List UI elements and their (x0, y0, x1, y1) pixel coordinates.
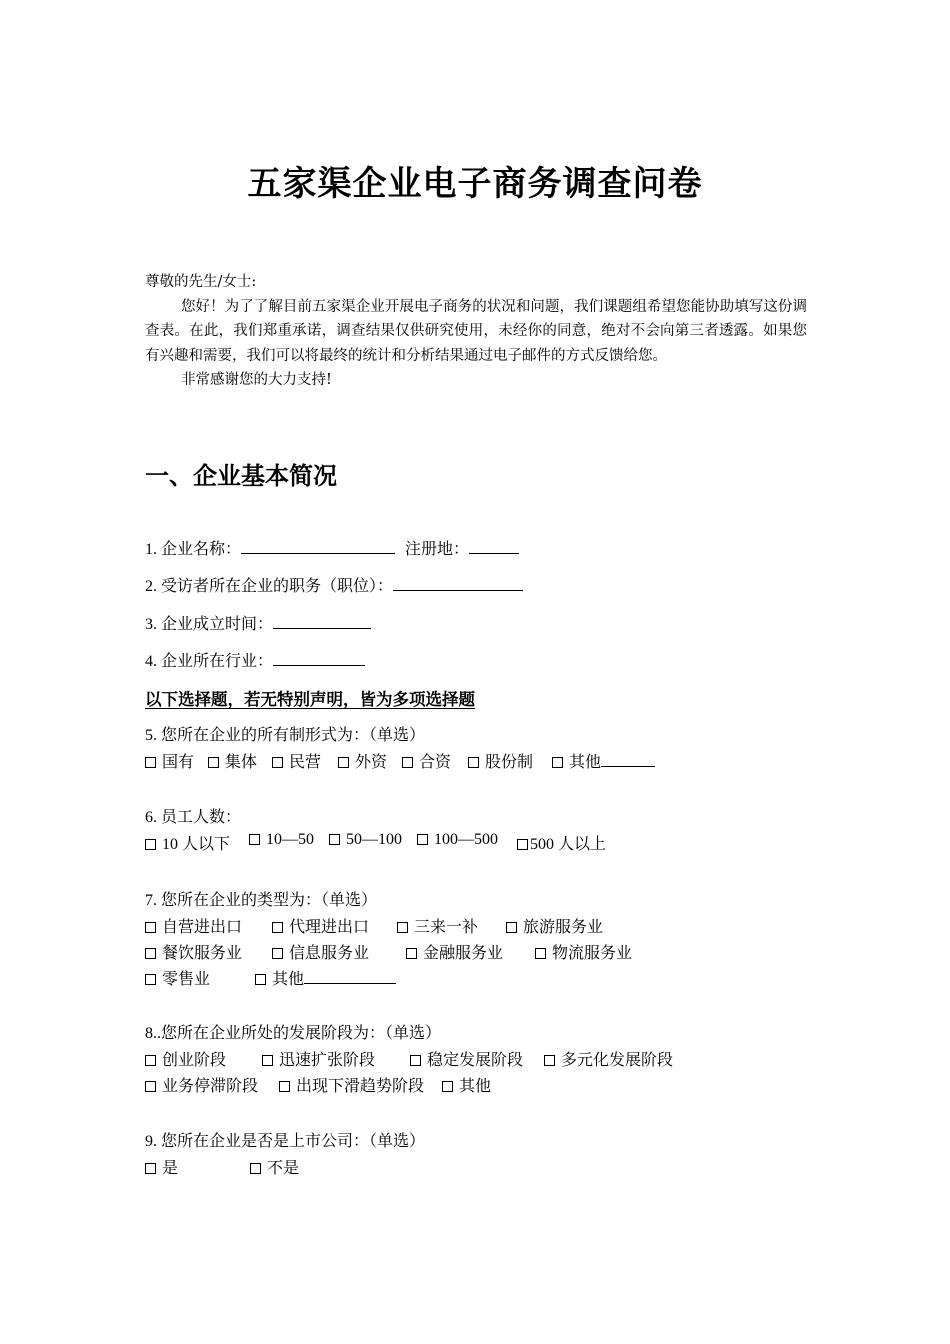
checkbox-icon[interactable] (145, 1055, 156, 1066)
checkbox-icon[interactable] (410, 1055, 421, 1066)
checkbox-icon[interactable] (145, 757, 156, 768)
checkbox-icon[interactable] (279, 1081, 290, 1092)
checkbox-icon[interactable] (329, 834, 340, 845)
checkbox-icon[interactable] (517, 839, 528, 850)
checkbox-icon[interactable] (272, 948, 283, 959)
checkbox-icon[interactable] (145, 839, 156, 850)
checkbox-icon[interactable] (338, 757, 349, 768)
other-type-field[interactable] (304, 969, 396, 984)
q2-label: 2. 受访者所在企业的职务（职位）： (145, 578, 394, 595)
q1-label: 1. 企业名称： (145, 541, 242, 558)
q2-row (145, 573, 523, 596)
q4-row (145, 648, 365, 671)
q8-option[interactable]: 出现下滑趋势阶段 (279, 1073, 424, 1096)
checkbox-icon[interactable] (262, 1055, 273, 1066)
registration-place-field[interactable] (469, 539, 519, 554)
checkbox-icon[interactable] (145, 922, 156, 933)
checkbox-icon[interactable] (208, 757, 219, 768)
q5-option-other[interactable]: 其他 (552, 749, 655, 772)
multiple-choice-note: 以下选择题，若无特别声明，皆为多项选择题 (145, 690, 475, 709)
checkbox-icon[interactable] (417, 834, 428, 845)
q6-option[interactable]: 100—500 (417, 831, 498, 849)
q8-option[interactable]: 其他 (442, 1073, 491, 1096)
q8-label: 8..您所在企业所处的发展阶段为：（单选） (145, 1025, 442, 1042)
q9-label: 9. 您所在企业是否是上市公司：（单选） (145, 1133, 426, 1150)
checkbox-icon[interactable] (272, 922, 283, 933)
checkbox-icon[interactable] (552, 757, 563, 768)
q9-option-no[interactable]: 不是 (250, 1155, 299, 1178)
q6-label: 6. 员工人数： (145, 809, 242, 826)
q8-option[interactable]: 业务停滞阶段 (145, 1073, 258, 1096)
q5-option[interactable]: 合资 (402, 749, 451, 772)
section-heading: 一、企业基本简况 (145, 462, 337, 490)
q7-option[interactable]: 代理进出口 (272, 914, 369, 937)
checkbox-icon[interactable] (272, 757, 283, 768)
checkbox-icon[interactable] (250, 1163, 261, 1174)
q1-row (145, 536, 519, 559)
q8-option[interactable]: 稳定发展阶段 (410, 1047, 523, 1070)
q6-option[interactable]: 10—50 (249, 831, 314, 849)
checkbox-icon[interactable] (544, 1055, 555, 1066)
q5-option[interactable]: 股份制 (468, 749, 533, 772)
founding-time-field[interactable] (273, 614, 371, 629)
company-name-field[interactable] (241, 539, 395, 554)
checkbox-icon[interactable] (535, 948, 546, 959)
q4-label: 4. 企业所在行业： (145, 653, 274, 670)
q1-reg-label: 注册地： (405, 541, 470, 558)
q7-option[interactable]: 自营进出口 (145, 914, 242, 937)
intro-letter (145, 270, 807, 393)
q5-option[interactable]: 集体 (208, 749, 257, 772)
salutation: 尊敬的先生/女士: (145, 274, 257, 290)
intro-body: 您好！为了了解目前五家渠企业开展电子商务的状况和问题，我们课题组希望您能协助填写这份调查表。在此，我们郑重承诺，调查结果仅供研究使用，未经你的同意，绝对不会向第三者透露。如果您有兴趣和需要，我们可以将最终的统计和分析结果通过电子邮件的方式反馈给您。 (145, 298, 807, 364)
page-title: 五家渠企业电子商务调查问卷 (247, 164, 703, 204)
q8-option[interactable]: 迅速扩张阶段 (262, 1047, 375, 1070)
q7-option[interactable]: 零售业 (145, 966, 210, 989)
q5-option[interactable]: 民营 (272, 749, 321, 772)
checkbox-icon[interactable] (468, 757, 479, 768)
q7-option[interactable]: 旅游服务业 (506, 914, 603, 937)
q3-row (145, 611, 371, 634)
q6-option[interactable]: 50—100 (329, 831, 402, 849)
q5-option[interactable]: 外资 (338, 749, 387, 772)
checkbox-icon[interactable] (255, 974, 266, 985)
q7-label: 7. 您所在企业的类型为：（单选） (145, 892, 378, 909)
industry-field[interactable] (273, 651, 365, 666)
checkbox-icon[interactable] (442, 1081, 453, 1092)
q7-option[interactable]: 金融服务业 (406, 940, 503, 963)
q7-option[interactable]: 信息服务业 (272, 940, 369, 963)
q7-option[interactable]: 餐饮服务业 (145, 940, 242, 963)
checkbox-icon[interactable] (397, 922, 408, 933)
q6-option[interactable]: 10 人以下 (145, 831, 230, 854)
q3-label: 3. 企业成立时间： (145, 616, 274, 633)
checkbox-icon[interactable] (145, 974, 156, 985)
q9-option-yes[interactable]: 是 (145, 1155, 178, 1178)
q7-option-other[interactable]: 其他 (255, 966, 396, 989)
checkbox-icon[interactable] (145, 1081, 156, 1092)
checkbox-icon[interactable] (406, 948, 417, 959)
q8-option[interactable]: 多元化发展阶段 (544, 1047, 673, 1070)
checkbox-icon[interactable] (506, 922, 517, 933)
q7-option[interactable]: 三来一补 (397, 914, 478, 937)
checkbox-icon[interactable] (145, 1163, 156, 1174)
q7-option[interactable]: 物流服务业 (535, 940, 632, 963)
q8-option[interactable]: 创业阶段 (145, 1047, 226, 1070)
checkbox-icon[interactable] (402, 757, 413, 768)
checkbox-icon[interactable] (249, 834, 260, 845)
q5-label: 5. 您所在企业的所有制形式为：（单选） (145, 727, 426, 744)
q6-option[interactable]: 500 人以上 (517, 831, 606, 854)
thanks-line: 非常感谢您的大力支持! (181, 372, 332, 388)
position-field[interactable] (393, 576, 523, 591)
checkbox-icon[interactable] (145, 948, 156, 959)
other-ownership-field[interactable] (601, 752, 655, 767)
q5-option[interactable]: 国有 (145, 749, 194, 772)
